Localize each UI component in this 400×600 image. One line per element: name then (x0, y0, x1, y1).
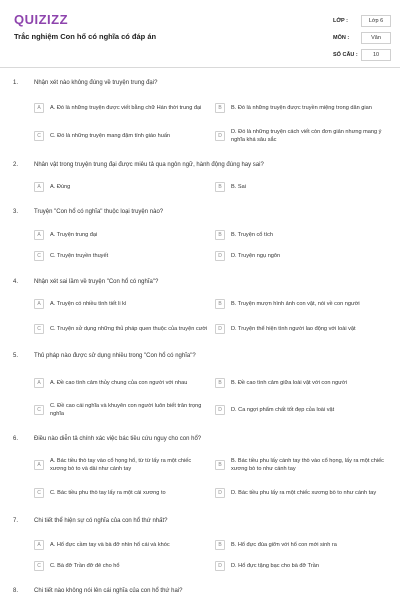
question-header (0, 209, 400, 221)
worksheet-header (0, 0, 400, 68)
option-text: B. Đó là những truyện được truyền miệng trong dân gian (231, 105, 372, 111)
option-d[interactable] (215, 404, 390, 416)
option-marker[interactable]: C (34, 405, 44, 415)
question-5 (0, 353, 400, 365)
question-number: 5. (13, 353, 19, 359)
question-number: 3. (13, 209, 19, 215)
question-header (0, 353, 400, 365)
option-marker[interactable]: A (34, 103, 44, 113)
option-marker[interactable]: D (215, 131, 225, 141)
option-text: C. Bà đỡ Trần đỡ đẻ cho hổ (50, 563, 120, 569)
option-d[interactable] (215, 485, 390, 501)
question-number: 4. (13, 279, 19, 285)
option-marker[interactable]: C (34, 324, 44, 334)
option-b[interactable] (215, 100, 390, 116)
option-marker[interactable]: B (215, 103, 225, 113)
option-a[interactable] (34, 100, 209, 116)
question-3 (0, 209, 400, 221)
option-text: D. Bác tiều phu lấy ra một chiếc xương bò to như cánh tay (231, 490, 377, 496)
option-a[interactable] (34, 375, 209, 391)
page-title: Trắc nghiệm Con hổ có nghĩa có đáp án (14, 32, 157, 41)
option-text: A. Đúng (50, 184, 71, 190)
option-c[interactable] (34, 321, 209, 337)
option-b[interactable] (215, 181, 390, 193)
option-text: B. Sai (231, 184, 246, 190)
option-text: A. Hổ đực cầm tay và bà đỡ nhìn hổ cái và khóc (50, 542, 170, 548)
question-count-field[interactable]: 10 (361, 49, 391, 61)
option-c[interactable] (34, 402, 209, 418)
question-6 (0, 436, 400, 448)
option-text: D. Ca ngợi phẩm chất tốt đẹp của loài vật (231, 407, 335, 413)
option-a[interactable] (34, 539, 209, 551)
meta-panel (333, 14, 391, 65)
option-a[interactable] (34, 181, 209, 193)
option-text: B. Truyện cổ tích (231, 232, 273, 238)
question-8 (0, 588, 400, 600)
option-marker[interactable]: B (215, 540, 225, 550)
option-text: A. Truyện có nhiều tình tiết li kì (50, 301, 127, 307)
option-text: C. Truyện sử dụng những thủ pháp quen thuộc của truyện cười (50, 326, 208, 332)
question-header (0, 80, 400, 92)
option-marker[interactable]: B (215, 299, 225, 309)
option-marker[interactable]: B (215, 182, 225, 192)
option-text: B. Truyện mượn hình ảnh con vật, nói về con người (231, 301, 360, 307)
option-marker[interactable]: D (215, 251, 225, 261)
option-a[interactable] (34, 298, 209, 310)
question-number: 7. (13, 518, 19, 524)
question-number: 1. (13, 80, 19, 86)
option-marker[interactable]: A (34, 182, 44, 192)
question-text: Chi tiết nào không nói lên cái nghĩa của con hổ thứ hai? (34, 588, 183, 594)
subject-field[interactable]: Văn (361, 32, 391, 44)
quizizz-logo: QUIZIZZ (14, 12, 69, 27)
question-number: 6. (13, 436, 19, 442)
option-b[interactable] (215, 457, 390, 473)
meta-row-count (333, 48, 391, 62)
question-text: Nhận xét sai lầm về truyện "Con hổ có nghĩa"? (34, 279, 159, 285)
option-text: D. Truyện ngụ ngôn (231, 253, 281, 259)
option-marker[interactable]: D (215, 488, 225, 498)
option-marker[interactable]: A (34, 378, 44, 388)
question-2 (0, 162, 400, 174)
option-a[interactable] (34, 457, 209, 473)
question-4 (0, 279, 400, 291)
option-text: B. Hổ đực đùa giỡn với hổ con mới sinh ra (231, 542, 337, 548)
option-text: B. Bác tiều phu lấy cánh tay thò vào cổ họng, lấy ra một chiếc xương bò to như cánh tay (231, 458, 384, 472)
question-header (0, 436, 400, 448)
option-marker[interactable]: B (215, 230, 225, 240)
option-c[interactable] (34, 130, 209, 142)
question-text: Chi tiết thể hiện sự có nghĩa của con hổ thứ nhất? (34, 518, 168, 524)
option-d[interactable] (215, 560, 390, 572)
option-a[interactable] (34, 229, 209, 241)
option-d[interactable] (215, 323, 390, 335)
option-marker[interactable]: C (34, 251, 44, 261)
question-header (0, 588, 400, 600)
option-text: C. Bác tiều phu thò tay lấy ra một cái xương to (50, 490, 166, 496)
meta-label: LỚP : (333, 18, 348, 24)
option-d[interactable] (215, 128, 390, 144)
option-marker[interactable]: C (34, 561, 44, 571)
option-marker[interactable]: A (34, 299, 44, 309)
option-marker[interactable]: C (34, 131, 44, 141)
option-d[interactable] (215, 250, 390, 262)
question-7 (0, 518, 400, 530)
option-c[interactable] (34, 250, 209, 262)
option-marker[interactable]: D (215, 405, 225, 415)
option-text: A. Truyện trung đại (50, 232, 98, 238)
option-text: A. Bác tiều thò tay vào cổ họng hổ, từ từ lấy ra một chiếc xương bò to và dài như cánh tay (50, 458, 192, 472)
option-text: A. Đề cao tình cảm thủy chung của con người với nhau (50, 380, 188, 386)
meta-label: SỐ CÂU : (333, 52, 358, 58)
question-text: Nhân vật trong truyện trung đại được miêu tả qua ngôn ngữ, hành động đúng hay sai? (34, 162, 264, 168)
option-b[interactable] (215, 298, 390, 310)
option-b[interactable] (215, 377, 390, 389)
question-header (0, 279, 400, 291)
grade-field[interactable]: Lớp 6 (361, 15, 391, 27)
option-text: D. Truyện thể hiện tình người lao động với loài vật (231, 326, 356, 332)
option-marker[interactable]: B (215, 460, 225, 470)
option-text: C. Đề cao cái nghĩa và khuyên con người luôn biết trân trọng nghĩa (50, 403, 202, 417)
question-text: Thủ pháp nào được sử dụng nhiều trong "Con hổ có nghĩa"? (34, 353, 196, 359)
option-text: C. Đó là những truyện mang đậm tính giáo huấn (50, 133, 171, 139)
option-marker[interactable]: A (34, 230, 44, 240)
question-header (0, 162, 400, 174)
option-marker[interactable]: C (34, 488, 44, 498)
option-text: B. Đề cao tình cảm giữa loài vật với con người (231, 380, 347, 386)
question-number: 8. (13, 588, 19, 594)
option-text: C. Truyện truyền thuyết (50, 253, 109, 259)
option-text: D. Hổ đực tặng bạc cho bà đỡ Trần (231, 563, 319, 569)
option-c[interactable] (34, 487, 209, 499)
option-marker[interactable]: B (215, 378, 225, 388)
question-text: Nhận xét nào không đúng về truyện trung đại? (34, 80, 158, 86)
option-text: A. Đó là những truyện được viết bằng chữ Hán thời trung đại (50, 105, 202, 111)
option-marker[interactable]: A (34, 460, 44, 470)
option-marker[interactable]: A (34, 540, 44, 550)
meta-row-grade (333, 14, 391, 28)
option-marker[interactable]: D (215, 324, 225, 334)
question-text: Điều nào diễn tả chính xác việc bác tiều cứu nguy cho con hổ? (34, 436, 202, 442)
option-marker[interactable]: D (215, 561, 225, 571)
option-c[interactable] (34, 560, 209, 572)
meta-label: MÔN : (333, 35, 350, 41)
question-number: 2. (13, 162, 19, 168)
option-b[interactable] (215, 539, 390, 551)
meta-row-subject (333, 31, 391, 45)
question-header (0, 518, 400, 530)
option-b[interactable] (215, 229, 390, 241)
question-1 (0, 80, 400, 92)
question-text: Truyện "Con hổ có nghĩa" thuộc loại truyện nào? (34, 209, 164, 215)
option-text: D. Đó là những truyện cách viết còn đơn giản nhưng mang ý nghĩa khá sâu sắc (231, 129, 382, 143)
